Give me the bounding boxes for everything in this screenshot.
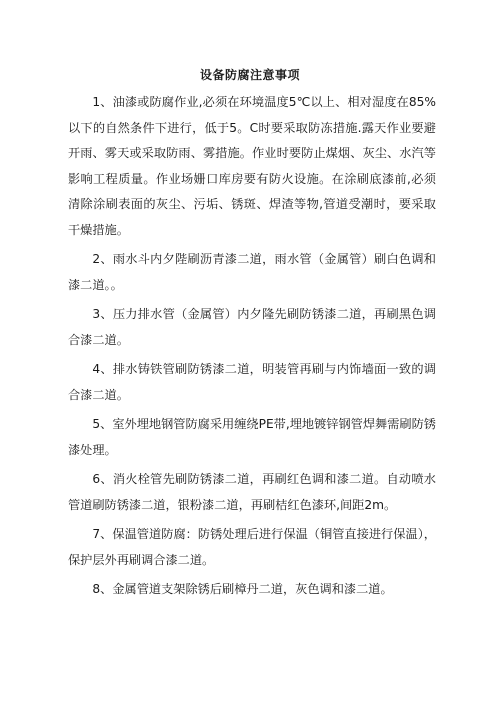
paragraph-8: 8、金属管道支架除锈后刷樟丹二道，灰色调和漆二道。 — [92, 582, 393, 596]
paragraph-4: 4、排水铸铁管刷防锈漆二道，明装管再刷与内饰墙面一致的调合漆二道。 — [68, 362, 436, 402]
paragraph-5: 5、室外埋地钢管防腐采用缠绕PE带,埋地镀锌钢管焊舞需刷防锈漆处理。 — [68, 417, 436, 457]
paragraph-3: 3、压力排水管（金属管）内夕隆先刷防锈漆二道，再刷黑色调合漆二道。 — [68, 307, 436, 347]
paragraph-7: 7、保温管道防腐：防锈处理后进行保温（铜管直接进行保温），保护层外再刷调合漆二道。 — [68, 527, 436, 567]
paragraph-6: 6、消火栓管先刷防锈漆二道，再刷红色调和漆二道。自动喷水管道刷防锈漆二道，银粉漆二道，再刷桔红色漆环,间距2m。 — [68, 472, 436, 512]
document-title: 设备防腐注意事项 — [199, 68, 300, 82]
document-body — [68, 90, 436, 607]
paragraph-1: 1、油漆或防腐作业,必须在环境温度5℃以上、相对湿度在85%以下的自然条件下进行，低于5。C时要采取防冻措施.露天作业要避开雨、雾天或采取防雨、雾措施。作业时要防止煤烟、灰尘、水汽等影响工程质量。作业场姗口库房要有防火设施。在涂刷底漆前,必须清除涂刷表面的灰尘、污垢、锈斑、焊渣等物,管道受潮时，要采取干燥措施。 — [68, 95, 436, 237]
paragraph-2: 2、雨水斗内夕陛刷沥青漆二道，雨水管（金属管）刷白色调和漆二道。。 — [68, 252, 436, 292]
